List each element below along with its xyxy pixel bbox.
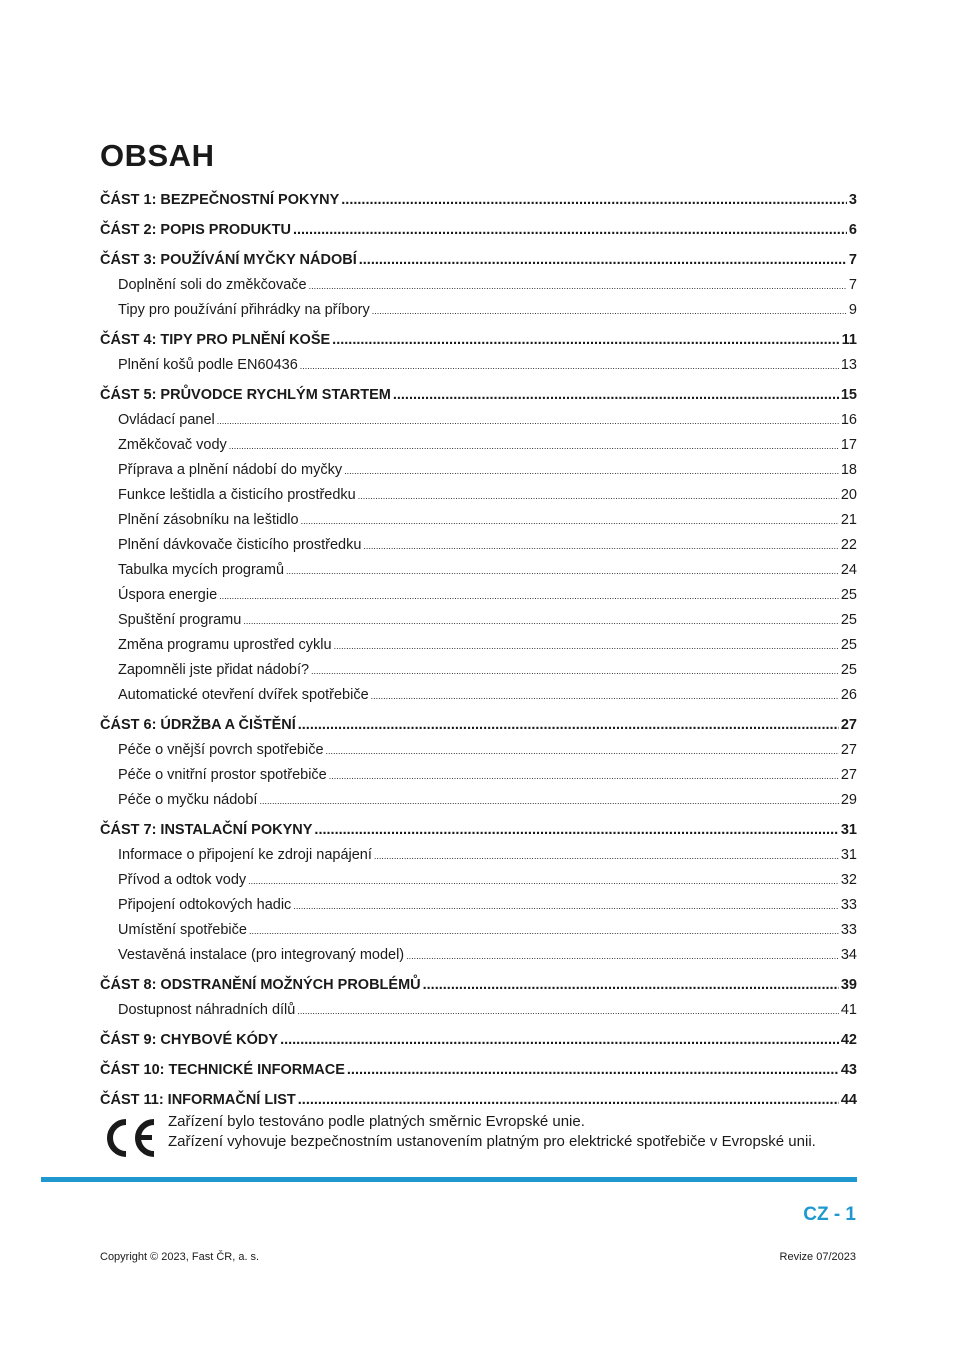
toc-entry-page: 27 [840, 742, 857, 758]
toc-subsection-entry[interactable] [100, 273, 857, 298]
toc-dot-leader [229, 434, 839, 458]
toc-dot-leader [314, 818, 838, 843]
toc-dot-leader [372, 299, 847, 323]
toc-subsection-entry[interactable] [100, 868, 857, 893]
toc-section-entry[interactable] [100, 1028, 857, 1053]
toc-subsection-entry[interactable] [100, 843, 857, 868]
toc-entry-label: Dostupnost náhradních dílů [118, 1002, 296, 1018]
toc-entry-page: 32 [840, 872, 857, 888]
toc-entry-page: 27 [840, 767, 857, 783]
toc-entry-label: Péče o vnitřní prostor spotřebiče [118, 767, 327, 783]
ce-notice-line-2: Zařízení vyhovuje bezpečnostním ustanovením platným pro elektrické spotřebiče v Evropské unii. [168, 1133, 816, 1150]
toc-entry-label: Ovládací panel [118, 412, 215, 428]
toc-section-entry[interactable] [100, 1058, 857, 1083]
toc-dot-leader [248, 869, 839, 893]
toc-entry-label: Automatické otevření dvířek spotřebiče [118, 687, 369, 703]
toc-dot-leader [374, 844, 839, 868]
toc-entry-label: ČÁST 11: INFORMAČNÍ LIST [100, 1092, 296, 1108]
toc-dot-leader [423, 973, 839, 998]
toc-entry-page: 29 [840, 792, 857, 808]
toc-entry-page: 42 [840, 1032, 857, 1048]
toc-entry-label: ČÁST 7: INSTALAČNÍ POKYNY [100, 822, 313, 838]
toc-dot-leader [249, 919, 839, 943]
toc-entry-label: Plnění košů podle EN60436 [118, 357, 298, 373]
toc-dot-leader [280, 1028, 839, 1053]
toc-entry-page: 34 [840, 947, 857, 963]
toc-entry-label: ČÁST 10: TECHNICKÉ INFORMACE [100, 1062, 345, 1078]
toc-dot-leader [341, 188, 847, 213]
table-of-contents [100, 188, 857, 1113]
toc-entry-page: 24 [840, 562, 857, 578]
toc-dot-leader [293, 894, 839, 918]
toc-entry-page: 11 [841, 332, 857, 348]
toc-entry-page: 25 [840, 662, 857, 678]
toc-entry-label: Tipy pro používání přihrádky na příbory [118, 302, 370, 318]
toc-entry-page: 22 [840, 537, 857, 553]
footer-divider [41, 1177, 857, 1182]
toc-entry-label: ČÁST 2: POPIS PRODUKTU [100, 222, 291, 238]
toc-entry-label: Doplnění soli do změkčovače [118, 277, 307, 293]
toc-dot-leader [301, 509, 839, 533]
toc-subsection-entry[interactable] [100, 943, 857, 968]
toc-dot-leader [344, 459, 839, 483]
toc-section-entry[interactable] [100, 248, 857, 273]
toc-subsection-entry[interactable] [100, 918, 857, 943]
toc-dot-leader [219, 584, 839, 608]
toc-entry-page: 7 [848, 277, 857, 293]
toc-dot-leader [298, 1088, 839, 1113]
toc-entry-page: 44 [840, 1092, 857, 1108]
toc-entry-page: 9 [848, 302, 857, 318]
toc-dot-leader [347, 1058, 839, 1083]
toc-entry-page: 20 [840, 487, 857, 503]
toc-dot-leader [371, 684, 839, 708]
toc-section-entry[interactable] [100, 1088, 857, 1113]
toc-dot-leader [406, 944, 839, 968]
copyright-text: Copyright © 2023, Fast ČR, a. s. [100, 1251, 260, 1263]
toc-entry-label: ČÁST 1: BEZPEČNOSTNÍ POKYNY [100, 192, 340, 208]
toc-entry-label: ČÁST 5: PRŮVODCE RYCHLÝM STARTEM [100, 387, 391, 403]
toc-dot-leader [243, 609, 839, 633]
toc-subsection-entry[interactable] [100, 583, 857, 608]
toc-subsection-entry[interactable] [100, 658, 857, 683]
toc-entry-label: Změkčovač vody [118, 437, 227, 453]
toc-entry-page: 7 [848, 252, 857, 268]
toc-dot-leader [334, 634, 839, 658]
toc-subsection-entry[interactable] [100, 558, 857, 583]
page-title: OBSAH [100, 138, 215, 173]
toc-entry-page: 13 [840, 357, 857, 373]
toc-dot-leader [309, 274, 847, 298]
toc-subsection-entry[interactable] [100, 298, 857, 323]
toc-section-entry[interactable] [100, 383, 857, 408]
toc-entry-label: Plnění dávkovače čisticího prostředku [118, 537, 362, 553]
toc-entry-page: 21 [840, 512, 857, 528]
toc-subsection-entry[interactable] [100, 533, 857, 558]
toc-entry-page: 6 [848, 222, 857, 238]
toc-dot-leader [259, 789, 838, 813]
toc-dot-leader [297, 999, 839, 1023]
toc-entry-page: 27 [840, 717, 857, 733]
toc-subsection-entry[interactable] [100, 763, 857, 788]
toc-dot-leader [293, 218, 847, 243]
ce-compliance-notice [168, 1112, 816, 1152]
toc-subsection-entry[interactable] [100, 353, 857, 378]
toc-dot-leader [329, 764, 839, 788]
toc-subsection-entry[interactable] [100, 458, 857, 483]
toc-dot-leader [332, 328, 839, 353]
toc-entry-label: Připojení odtokových hadic [118, 897, 292, 913]
toc-entry-page: 33 [840, 897, 857, 913]
toc-entry-page: 16 [840, 412, 857, 428]
toc-entry-page: 17 [840, 437, 857, 453]
toc-dot-leader [358, 484, 839, 508]
toc-entry-page: 43 [840, 1062, 857, 1078]
toc-section-entry[interactable] [100, 973, 857, 998]
toc-subsection-entry[interactable] [100, 608, 857, 633]
toc-subsection-entry[interactable] [100, 483, 857, 508]
revision-text: Revize 07/2023 [779, 1251, 856, 1263]
toc-entry-label: Zapomněli jste přidat nádobí? [118, 662, 310, 678]
toc-subsection-entry[interactable] [100, 998, 857, 1023]
toc-entry-label: ČÁST 4: TIPY PRO PLNĚNÍ KOŠE [100, 332, 331, 348]
toc-dot-leader [311, 659, 839, 683]
toc-section-entry[interactable] [100, 713, 857, 738]
toc-subsection-entry[interactable] [100, 893, 857, 918]
toc-subsection-entry[interactable] [100, 633, 857, 658]
toc-section-entry[interactable] [100, 218, 857, 243]
toc-entry-page: 33 [840, 922, 857, 938]
toc-entry-label: Tabulka mycích programů [118, 562, 285, 578]
toc-entry-label: ČÁST 3: POUŽÍVÁNÍ MYČKY NÁDOBÍ [100, 252, 357, 268]
toc-entry-page: 25 [840, 587, 857, 603]
toc-subsection-entry[interactable] [100, 788, 857, 813]
toc-entry-label: Příprava a plnění nádobí do myčky [118, 462, 343, 478]
toc-dot-leader [217, 409, 839, 433]
toc-subsection-entry[interactable] [100, 683, 857, 708]
toc-entry-label: Péče o myčku nádobí [118, 792, 258, 808]
ce-notice-line-1: Zařízení bylo testováno podle platných směrnic Evropské unie. [168, 1113, 585, 1130]
toc-entry-label: Vestavěná instalace (pro integrovaný model) [118, 947, 405, 963]
toc-entry-page: 41 [840, 1002, 857, 1018]
ce-mark-icon [100, 1116, 158, 1160]
toc-entry-page: 18 [840, 462, 857, 478]
toc-entry-page: 25 [840, 612, 857, 628]
toc-section-entry[interactable] [100, 328, 857, 353]
toc-dot-leader [286, 559, 839, 583]
toc-entry-page: 3 [848, 192, 857, 208]
toc-entry-page: 31 [840, 822, 857, 838]
toc-entry-label: ČÁST 6: ÚDRŽBA A ČIŠTĚNÍ [100, 717, 296, 733]
toc-entry-label: Plnění zásobníku na leštidlo [118, 512, 299, 528]
toc-entry-page: 31 [840, 847, 857, 863]
page-number: CZ - 1 [803, 1204, 856, 1225]
toc-section-entry[interactable] [100, 188, 857, 213]
toc-entry-page: 15 [840, 387, 857, 403]
toc-subsection-entry[interactable] [100, 508, 857, 533]
toc-entry-label: Funkce leštidla a čisticího prostředku [118, 487, 356, 503]
toc-entry-label: Umístění spotřebiče [118, 922, 247, 938]
toc-entry-label: ČÁST 9: CHYBOVÉ KÓDY [100, 1032, 279, 1048]
toc-dot-leader [393, 383, 839, 408]
toc-dot-leader [363, 534, 838, 558]
toc-entry-label: Přívod a odtok vody [118, 872, 247, 888]
toc-entry-label: Změna programu uprostřed cyklu [118, 637, 332, 653]
toc-entry-page: 26 [840, 687, 857, 703]
toc-subsection-entry[interactable] [100, 433, 857, 458]
toc-entry-label: ČÁST 8: ODSTRANĚNÍ MOŽNÝCH PROBLÉMŮ [100, 977, 421, 993]
toc-entry-label: Spuštění programu [118, 612, 242, 628]
toc-dot-leader [298, 713, 839, 738]
toc-subsection-entry[interactable] [100, 738, 857, 763]
toc-entry-page: 39 [840, 977, 857, 993]
toc-dot-leader [300, 354, 839, 378]
toc-entry-label: Péče o vnější povrch spotřebiče [118, 742, 324, 758]
toc-entry-page: 25 [840, 637, 857, 653]
toc-dot-leader [326, 739, 839, 763]
toc-entry-label: Informace o připojení ke zdroji napájení [118, 847, 372, 863]
toc-subsection-entry[interactable] [100, 408, 857, 433]
toc-dot-leader [359, 248, 847, 273]
toc-entry-label: Úspora energie [118, 587, 218, 603]
toc-section-entry[interactable] [100, 818, 857, 843]
